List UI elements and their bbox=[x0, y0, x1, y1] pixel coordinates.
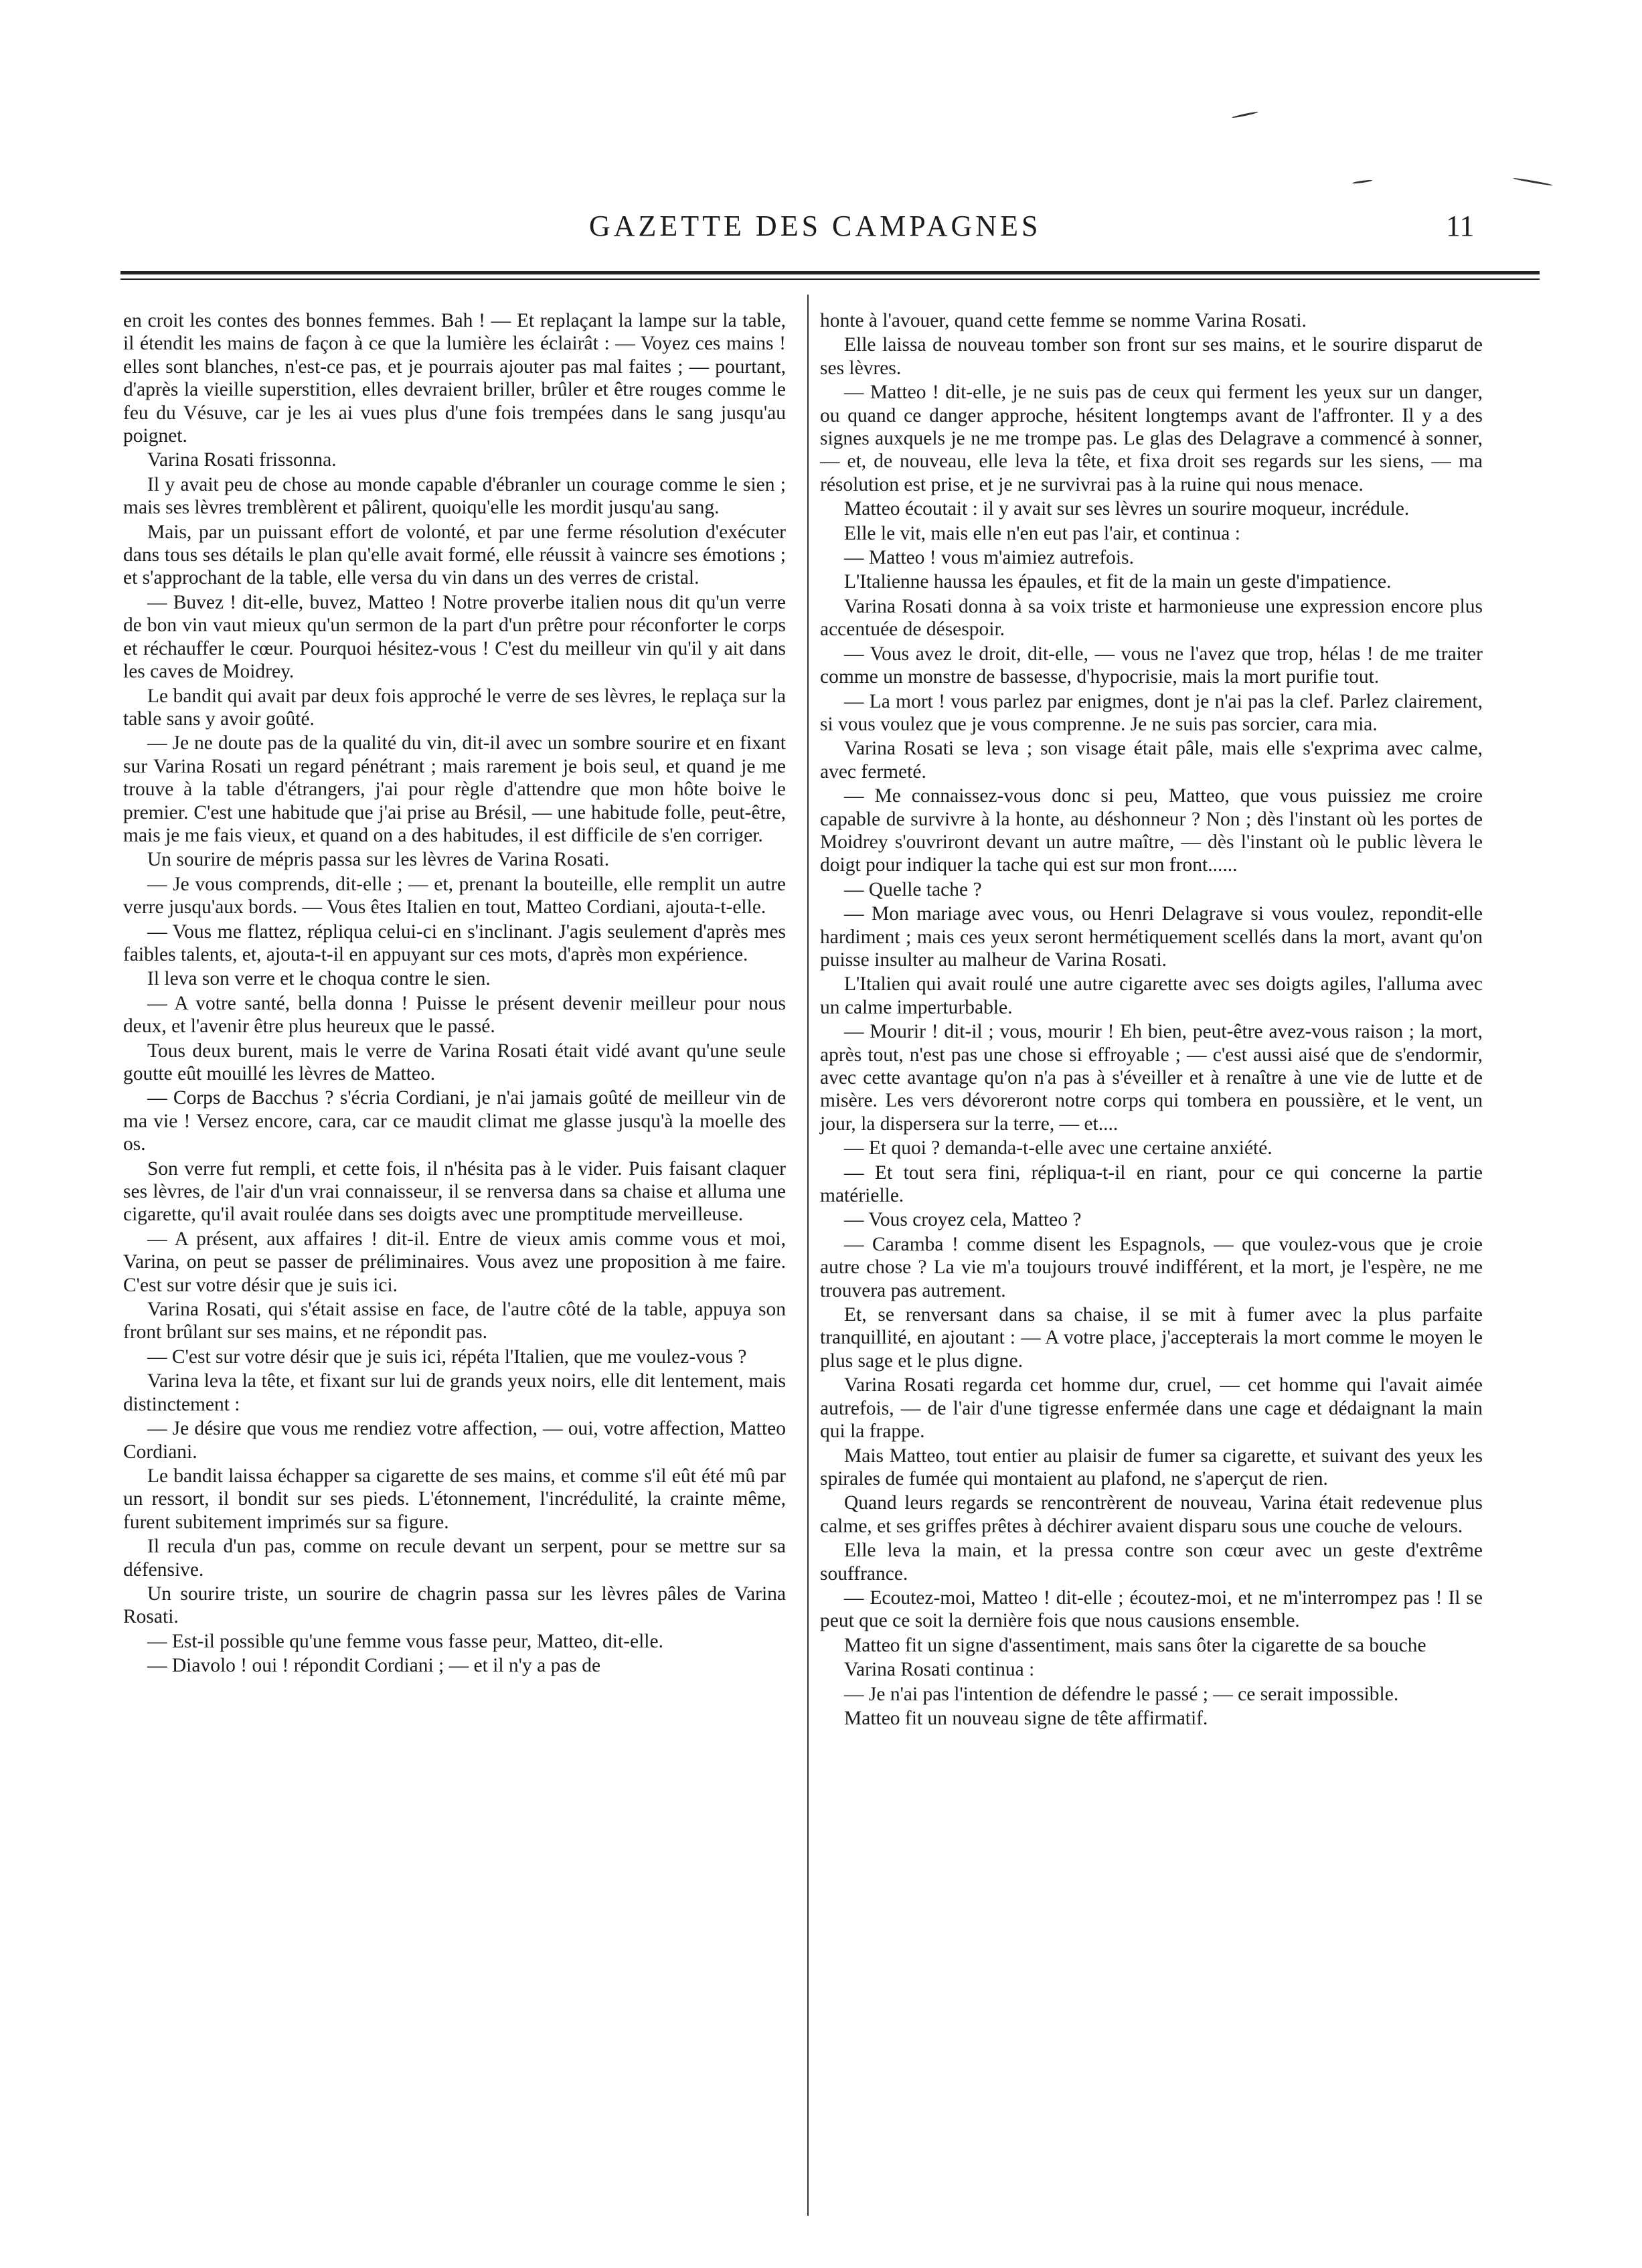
article-paragraph: — La mort ! vous parlez par enigmes, dont je n'ai pas la clef. Parlez clairement, si vous voulez que je vous comprenne. Je ne suis pas sorcier, cara mia. bbox=[820, 690, 1483, 735]
article-paragraph: Elle leva la main, et la pressa contre son cœur avec un geste d'extrême souffrance. bbox=[820, 1540, 1483, 1585]
column-divider bbox=[807, 295, 809, 2216]
article-paragraph: — Mourir ! dit-il ; vous, mourir ! Eh bien, peut-être avez-vous raison ; la mort, après tout, n'est pas une chose si effroyable ; — c'est aussi aisé que de s'endormir, avec cette avantage qu'on n'a pas à s'éveiller et à renaître à une vie de lutte et de misère. Les vers dévoreront notre corps qui tombera en poussière, et le vent, un jour, la dispersera sur la terre, — et.... bbox=[820, 1021, 1483, 1135]
article-paragraph: Il recula d'un pas, comme on recule devant un serpent, pour se mettre sur sa défensive. bbox=[123, 1536, 786, 1581]
left-column bbox=[123, 309, 786, 1678]
article-paragraph: Varina Rosati frissonna. bbox=[147, 449, 337, 471]
article-paragraph: Varina Rosati se leva ; son visage était pâle, mais elle s'exprima avec calme, avec fermeté. bbox=[820, 738, 1483, 783]
page-number: 11 bbox=[1446, 210, 1475, 242]
article-paragraph: L'Italienne haussa les épaules, et fit de la main un geste d'impatience. bbox=[844, 571, 1392, 593]
scan-mark bbox=[1352, 179, 1372, 184]
article-paragraph: — Matteo ! vous m'aimiez autrefois. bbox=[844, 547, 1134, 569]
article-paragraph: — Vous croyez cela, Matteo ? bbox=[844, 1209, 1082, 1231]
masthead-title: GAZETTE DES CAMPAGNES bbox=[589, 210, 1042, 242]
article-paragraph: — Buvez ! dit-elle, buvez, Matteo ! Notre proverbe italien nous dit qu'un verre de bon vin vaut mieux qu'un sermon de la part d'un prêtre pour réconforter le corps et réchauffer le cœur. Pourquoi hésitez-vous ! C'est du meilleur vin qu'il y ait dans les caves de Moidrey. bbox=[123, 591, 786, 683]
scan-mark bbox=[1232, 111, 1258, 118]
header-rule-thin bbox=[120, 278, 1540, 280]
article-paragraph: Varina Rosati, qui s'était assise en face, de l'autre côté de la table, appuya son front brûlant sur ses mains, et ne répondit pas. bbox=[123, 1299, 786, 1344]
article-paragraph: Le bandit laissa échapper sa cigarette de ses mains, et comme s'il eût été mû par un ressort, il bondit sur ses pieds. L'étonnement, l'incrédulité, la crainte même, furent subitement imprimés sur sa figure. bbox=[123, 1465, 786, 1533]
article-paragraph: L'Italien qui avait roulé une autre cigarette avec ses doigts agiles, l'alluma avec un calme imperturbable. bbox=[820, 973, 1483, 1018]
article-paragraph: Le bandit qui avait par deux fois approché le verre de ses lèvres, le replaça sur la table sans y avoir goûté. bbox=[123, 685, 786, 730]
article-paragraph: Tous deux burent, mais le verre de Varina Rosati était vidé avant qu'une seule goutte eût mouillé les lèvres de Matteo. bbox=[123, 1040, 786, 1084]
header-rule-thick bbox=[120, 271, 1540, 274]
article-paragraph: Quand leurs regards se rencontrèrent de nouveau, Varina était redevenue plus calme, et ses griffes prêtes à déchirer avaient disparu sous une couche de velours. bbox=[820, 1492, 1483, 1537]
article-paragraph: Varina leva la tête, et fixant sur lui de grands yeux noirs, elle dit lentement, mais distinctement : bbox=[123, 1370, 786, 1415]
article-paragraph: Elle laissa de nouveau tomber son front sur ses mains, et le sourire disparut de ses lèvres. bbox=[820, 334, 1483, 379]
article-paragraph: — Je désire que vous me rendiez votre affection, — oui, votre affection, Matteo Cordiani. bbox=[123, 1418, 786, 1463]
article-paragraph: Un sourire de mépris passa sur les lèvres de Varina Rosati. bbox=[147, 849, 610, 871]
article-paragraph: Matteo écoutait : il y avait sur ses lèvres un sourire moqueur, incrédule. bbox=[844, 498, 1410, 520]
article-paragraph: honte à l'avouer, quand cette femme se nomme Varina Rosati. bbox=[820, 310, 1307, 331]
right-column bbox=[820, 309, 1483, 1730]
article-paragraph: Et, se renversant dans sa chaise, il se mit à fumer avec la plus parfaite tranquillité, en ajoutant : — A votre place, j'accepterais la mort comme le moyen le plus sage et le plus digne. bbox=[820, 1304, 1483, 1372]
article-paragraph: — Je n'ai pas l'intention de défendre le passé ; — ce serait impossible. bbox=[844, 1683, 1399, 1705]
article-paragraph: Il y avait peu de chose au monde capable d'ébranler un courage comme le sien ; mais ses lèvres tremblèrent et pâlirent, quoiqu'elle les mordit jusqu'au sang. bbox=[123, 473, 786, 519]
article-paragraph: — Caramba ! comme disent les Espagnols, — que voulez-vous que je croie autre chose ? La vie m'a toujours trouvé indifférent, et la mort, je l'espère, ne me trouvera pas autrement. bbox=[820, 1233, 1483, 1301]
article-paragraph: Varina Rosati continua : bbox=[844, 1659, 1035, 1681]
article-paragraph: — Diavolo ! oui ! répondit Cordiani ; — et il n'y a pas de bbox=[147, 1655, 601, 1677]
article-paragraph: Varina Rosati donna à sa voix triste et harmonieuse une expression encore plus accentuée de désespoir. bbox=[820, 595, 1483, 641]
article-paragraph: — Me connaissez-vous donc si peu, Matteo, que vous puissiez me croire capable de survivre à la honte, au déshonneur ? Non ; dès l'instant où les portes de Moidrey s'ouvriront devant un autre maître, — dès l'instant où le public lèvera le doigt pour indiquer la tache qui est sur mon front...... bbox=[820, 785, 1483, 876]
article-paragraph: Un sourire triste, un sourire de chagrin passa sur les lèvres pâles de Varina Rosati. bbox=[123, 1583, 786, 1628]
article-paragraph: — Vous avez le droit, dit-elle, — vous ne l'avez que trop, hélas ! de me traiter comme un monstre de bassesse, d'hypocrisie, mais la mort purifie tout. bbox=[820, 643, 1483, 688]
article-paragraph: en croit les contes des bonnes femmes. Bah ! — Et replaçant la lampe sur la table, il étendit les mains de façon à ce que la lumière les éclairât : — Voyez ces mains ! elles sont blanches, n'est-ce pas, et je pourrais ajouter pas mal faites ; — pourtant, d'après la vieille superstition, elles devraient briller, brûler et être rouges comme le feu du Vésuve, car je les ai vues plus d'une fois trempées dans le sang jusqu'au poignet. bbox=[123, 310, 786, 447]
article-paragraph: — Quelle tache ? bbox=[844, 878, 982, 900]
article-paragraph: — Mon mariage avec vous, ou Henri Delagrave si vous voulez, repondit-elle hardiment ; mais ces yeux seront hermétiquement scellés dans la mort, avant qu'on puisse insulter au malheur de Varina Rosati. bbox=[820, 903, 1483, 971]
article-paragraph: — C'est sur votre désir que je suis ici, répéta l'Italien, que me voulez-vous ? bbox=[147, 1346, 747, 1368]
article-paragraph: — A votre santé, bella donna ! Puisse le présent devenir meilleur pour nous deux, et l'avenir être plus heureux que le passé. bbox=[123, 992, 786, 1038]
article-paragraph: — Matteo ! dit-elle, je ne suis pas de ceux qui ferment les yeux sur un danger, ou quand ce danger approche, hésitent longtemps avant de l'affronter. Il y a des signes auxquels je ne me trompe pas. Le glas des Delagrave a commencé à sonner, — et, de nouveau, elle leva la tête, et fixa droit ses regards sur les siens, — ma résolution est prise, et je ne survivrai pas à la ruine qui nous menace. bbox=[820, 382, 1483, 495]
article-paragraph: Mais, par un puissant effort de volonté, et par une ferme résolution d'exécuter dans tous ses détails le plan qu'elle avait formé, elle réussit à vaincre ses émotions ; et s'approchant de la table, elle versa du vin dans un des verres de cristal. bbox=[123, 521, 786, 589]
article-paragraph: Matteo fit un nouveau signe de tête affirmatif. bbox=[844, 1707, 1208, 1729]
article-paragraph: — Et quoi ? demanda-t-elle avec une certaine anxiété. bbox=[844, 1137, 1272, 1159]
article-paragraph: — Corps de Bacchus ? s'écria Cordiani, je n'ai jamais goûté de meilleur vin de ma vie ! Versez encore, cara, car ce maudit climat me glasse jusqu'à la moelle des os. bbox=[123, 1087, 786, 1155]
article-paragraph: — Je ne doute pas de la qualité du vin, dit-il avec un sombre sourire et en fixant sur Varina Rosati un regard pénétrant ; mais rarement je bois seul, et quand je me trouve à la table d'étrangers, j'ai pour règle d'attendre que mon hôte boive le premier. C'est une habitude que j'ai prise au Brésil, — une habitude folle, peut-être, mais je me fais vieux, et quand on a des habitudes, il est difficile de s'en corriger. bbox=[123, 732, 786, 846]
article-paragraph: — Est-il possible qu'une femme vous fasse peur, Matteo, dit-elle. bbox=[147, 1630, 663, 1652]
scan-mark bbox=[1513, 177, 1553, 186]
article-paragraph: Il leva son verre et le choqua contre le sien. bbox=[147, 968, 491, 990]
article-paragraph: Son verre fut rempli, et cette fois, il n'hésita pas à le vider. Puis faisant claquer ses lèvres, de l'air d'un vrai connaisseur, il se renversa dans sa chaise et alluma une cigarette, qu'il avait roulée dans ses doigts avec une promptitude merveilleuse. bbox=[123, 1157, 786, 1226]
article-paragraph: Elle le vit, mais elle n'en eut pas l'air, et continua : bbox=[844, 522, 1240, 544]
article-paragraph: Mais Matteo, tout entier au plaisir de fumer sa cigarette, et suivant des yeux les spirales de fumée qui montaient au plafond, ne s'aperçut de rien. bbox=[820, 1445, 1483, 1489]
article-paragraph: — Ecoutez-moi, Matteo ! dit-elle ; écoutez-moi, et ne m'interrompez pas ! Il se peut que ce soit la dernière fois que nous causions ensemble. bbox=[820, 1587, 1483, 1632]
article-paragraph: — A présent, aux affaires ! dit-il. Entre de vieux amis comme vous et moi, Varina, on peut se passer de préliminaires. Vous avez une proposition à me faire. C'est sur votre désir que je suis ici. bbox=[123, 1228, 786, 1296]
article-paragraph: — Vous me flattez, répliqua celui-ci en s'inclinant. J'agis seulement d'après mes faibles talents, et, ajouta-t-il en appuyant sur ces mots, d'après mon expérience. bbox=[123, 920, 786, 965]
article-paragraph: Matteo fit un signe d'assentiment, mais sans ôter la cigarette de sa bouche bbox=[844, 1634, 1426, 1656]
article-paragraph: Varina Rosati regarda cet homme dur, cruel, — cet homme qui l'avait aimée autrefois, — de l'air d'une tigresse enfermée dans une cage et dédaignant la main qui la frappe. bbox=[820, 1374, 1483, 1443]
article-paragraph: — Je vous comprends, dit-elle ; — et, prenant la bouteille, elle remplit un autre verre jusqu'aux bords. — Vous êtes Italien en tout, Matteo Cordiani, ajouta-t-elle. bbox=[123, 873, 786, 918]
article-paragraph: — Et tout sera fini, répliqua-t-il en riant, pour ce qui concerne la partie matérielle. bbox=[820, 1161, 1483, 1207]
